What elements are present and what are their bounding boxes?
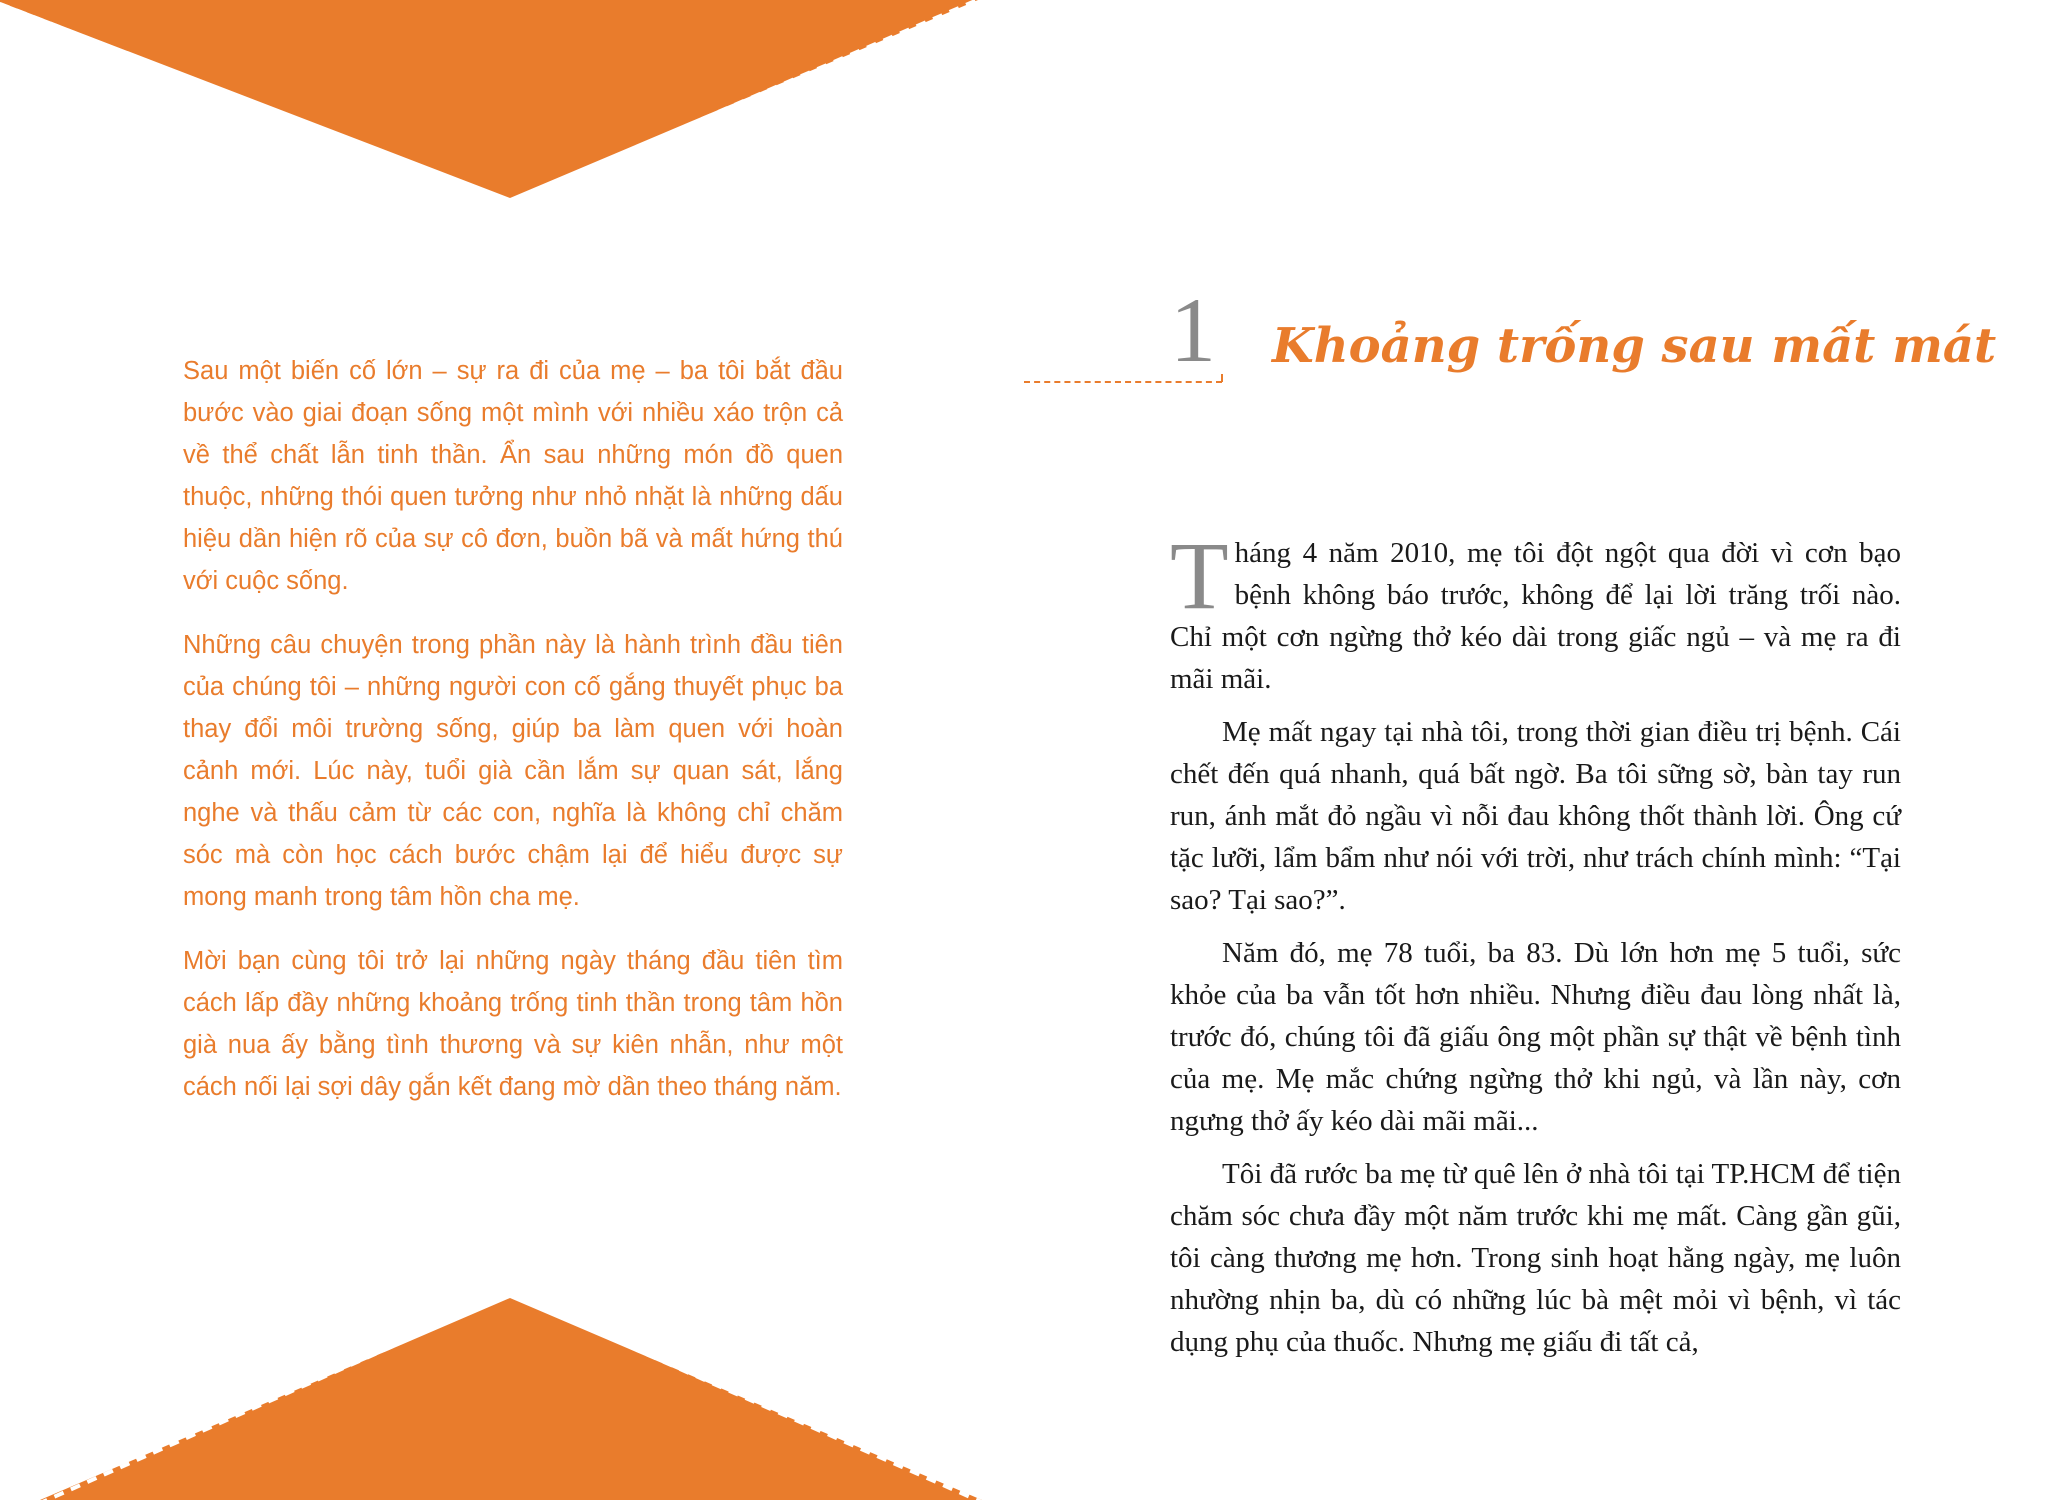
- chapter-rule-tick: [1221, 374, 1223, 382]
- intro-paragraph: Mời bạn cùng tôi trở lại những ngày tháng đầu tiên tìm cách lấp đầy những khoảng trống tinh thần trong tâm hồn già nua ấy bằng tình thương và sự kiên nhẫn, như một cách nối lại sợi dây gắn kết đang mờ dần theo tháng năm.: [183, 947, 843, 1101]
- chapter-body: [1170, 522, 1901, 1374]
- body-paragraph: [1170, 522, 1901, 700]
- first-paragraph-text: háng 4 năm 2010, mẹ tôi đột ngột qua đời vì cơn bạo bệnh không báo trước, không để lại lời trăng trối nào. Chỉ một cơn ngừng thở kéo dài trong giấc ngủ – và mẹ ra đi mãi mãi.: [1170, 537, 1901, 695]
- body-paragraph: Mẹ mất ngay tại nhà tôi, trong thời gian điều trị bệnh. Cái chết đến quá nhanh, quá bất ngờ. Ba tôi sững sờ, bàn tay run run, ánh mắt đỏ ngầu vì nỗi đau không thốt thành lời. Ông cứ tặc lưỡi, lẩm bẩm như nói với trời, như trách chính mình: “Tại sao? Tại sao?”.: [1170, 716, 1901, 916]
- top-orange-chevron: [0, 0, 978, 198]
- intro-paragraph: Sau một biến cố lớn – sự ra đi của mẹ – ba tôi bắt đầu bước vào giai đoạn sống một mình với nhiều xáo trộn cả về thể chất lẫn tinh thần. Ẩn sau những món đồ quen thuộc, những thói quen tưởng như nhỏ nhặt là những dấu hiệu dần hiện rõ của sự cô đơn, buồn bã và mất hứng thú với cuộc sống.: [183, 357, 843, 595]
- drop-cap: T: [1170, 522, 1229, 629]
- part-introduction: [183, 350, 843, 1130]
- chapter-dashed-rule: [1024, 381, 1222, 383]
- chapter-title: Khoảng trống sau mất mát: [1272, 318, 1997, 374]
- body-paragraph: Tôi đã rước ba mẹ từ quê lên ở nhà tôi tại TP.HCM để tiện chăm sóc chưa đầy một năm trước khi mẹ mất. Càng gần gũi, tôi càng thương mẹ hơn. Trong sinh hoạt hằng ngày, mẹ luôn nhường nhịn ba, dù có những lúc bà mệt mỏi vì bệnh, vì tác dụng phụ của thuốc. Nhưng mẹ giấu đi tất cả,: [1170, 1158, 1901, 1358]
- bottom-orange-chevron: [0, 1298, 982, 1500]
- body-paragraph: Năm đó, mẹ 78 tuổi, ba 83. Dù lớn hơn mẹ 5 tuổi, sức khỏe của ba vẫn tốt hơn nhiều. Nhưng điều đau lòng nhất là, trước đó, chúng tôi đã giấu ông một phần sự thật về bệnh tình của mẹ. Mẹ mắc chứng ngừng thở khi ngủ, và lần này, cơn ngưng thở ấy kéo dài mãi mãi...: [1170, 937, 1901, 1137]
- chapter-number: 1: [1170, 279, 1216, 381]
- intro-paragraph: Những câu chuyện trong phần này là hành trình đầu tiên của chúng tôi – những người con cố gắng thuyết phục ba thay đổi môi trường sống, giúp ba làm quen với hoàn cảnh mới. Lúc này, tuổi già cần lắm sự quan sát, lắng nghe và thấu cảm từ các con, nghĩa là không chỉ chăm sóc mà còn học cách bước chậm lại để hiểu được sự mong manh trong tâm hồn cha mẹ.: [183, 631, 843, 911]
